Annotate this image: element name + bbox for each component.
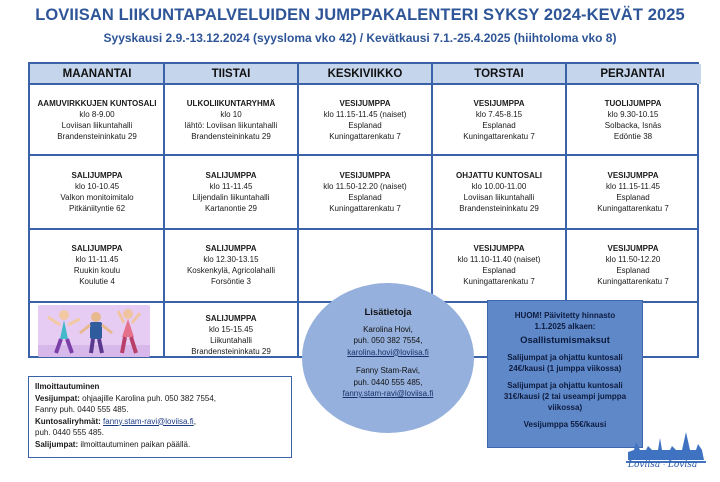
contact-info-circle — [302, 283, 474, 433]
page-subtitle: Syyskausi 2.9.-13.12.2024 (syysloma vko 42) / Kevätkausi 7.1.-25.4.2025 (hiihtoloma vko 8) — [103, 31, 617, 45]
class-address: Brandensteininkatu 29 — [57, 132, 137, 141]
day-header-tuesday: TIISTAI — [164, 64, 298, 84]
class-cell-thursday — [432, 230, 566, 301]
contact2-name: Fanny Stam-Ravi, — [355, 366, 421, 375]
price-notice-line1: HUOM! Päivitetty hinnasto — [514, 311, 616, 320]
class-time: klo 11.15-11.45 (naiset) — [323, 110, 407, 119]
class-place: Esplanad — [348, 121, 382, 130]
day-header-friday: PERJANTAI — [566, 64, 699, 84]
class-name: VESIJUMPPA — [607, 171, 659, 180]
class-cell-tuesday — [164, 303, 298, 358]
day-header-wednesday: KESKIVIIKKO — [298, 64, 432, 84]
class-cell-friday — [566, 156, 700, 228]
class-address: Kuningattarenkatu 7 — [329, 204, 401, 213]
contact1-name: Karolina Hovi, — [363, 324, 413, 334]
exercise-illustration — [38, 305, 150, 357]
class-place: Loviisan liikuntahalli — [61, 121, 133, 130]
logo-text-sv: Lovisa — [667, 460, 698, 470]
price-item2-line2: 31€/kausi (2 tai useampi jumppa — [503, 392, 627, 401]
class-time: klo 12.30-13.15 — [203, 255, 259, 264]
class-name: AAMUVIRKKUJEN KUNTOSALI — [37, 99, 157, 108]
class-place: Esplanad — [482, 121, 516, 130]
class-place: Liikuntahalli — [210, 336, 252, 345]
class-name: VESIJUMPPA — [339, 171, 391, 180]
class-address: Edöntie 38 — [613, 132, 653, 141]
class-name: OHJATTU KUNTOSALI — [456, 171, 542, 180]
contact1-phone: puh. 050 382 7554, — [353, 336, 423, 345]
price-heading: Osallistumismaksut — [520, 335, 610, 346]
class-time: klo 11-11.45 — [75, 255, 119, 264]
class-time: klo 15-15.45 — [208, 325, 254, 334]
registration-heading: Ilmoittautuminen — [35, 382, 100, 391]
price-item3: Vesijumppa 55€/kausi — [523, 420, 607, 429]
contact2-phone: puh. 0440 555 485, — [353, 377, 423, 387]
page-title: LOVIISAN LIIKUNTAPALVELUIDEN JUMPPAKALENTERI SYKSY 2024-KEVÄT 2025 — [35, 6, 685, 24]
class-address: Brandensteininkatu 29 — [459, 204, 539, 213]
class-place: Esplanad — [348, 193, 382, 202]
class-time: klo 9.30-10.15 — [607, 110, 659, 119]
class-time: klo 10-10.45 — [74, 182, 120, 191]
class-address: Forsöntie 3 — [210, 277, 252, 286]
class-place: Solbacka, Isnäs — [604, 121, 662, 130]
class-cell-tuesday — [164, 85, 298, 154]
class-time: klo 11-11.45 — [209, 182, 253, 191]
class-place: Loviisan liikuntahalli — [463, 193, 535, 202]
price-item1-line2: 24€/kausi (1 jumppa viikossa) — [508, 364, 622, 373]
class-place: Liljendalin liikuntahalli — [192, 193, 270, 202]
class-place: Esplanad — [482, 266, 516, 275]
class-address: Kartanontie 29 — [204, 204, 258, 213]
price-list-box — [487, 300, 643, 448]
logo-text-fi: Loviisa — [628, 460, 661, 470]
class-cell-thursday — [432, 85, 566, 154]
day-header-monday: MAANANTAI — [30, 64, 164, 84]
class-time: klo 11.50-12.20 (naiset) — [323, 182, 407, 191]
class-time: klo 7.45-8.15 — [475, 110, 523, 119]
class-name: ULKOLIIKUNTARYHMÄ — [186, 99, 276, 108]
class-place: Valkon monitoimitalo — [60, 193, 134, 202]
class-cell-friday — [566, 230, 700, 301]
gym-text2: puh. 0440 555 485. — [35, 428, 104, 437]
class-cell-friday — [566, 85, 700, 154]
day-header-thursday: TORSTAI — [432, 64, 566, 84]
class-address: Kuningattarenkatu 7 — [463, 277, 535, 286]
class-place: Koskenkylä, Agricolahalli — [186, 266, 276, 275]
class-cell-thursday — [432, 156, 566, 228]
class-place: Ruukin koulu — [73, 266, 121, 275]
class-name: SALIJUMPPA — [205, 244, 257, 253]
class-cell-monday — [30, 85, 164, 154]
class-time: klo 10.00-11.00 — [471, 182, 527, 191]
gym-email-link[interactable]: fanny.stam-ravi@loviisa.fi — [103, 416, 194, 426]
class-cell-monday — [30, 230, 164, 301]
class-time: klo 11.10-11.40 (naiset) — [457, 255, 541, 264]
class-name: VESIJUMPPA — [473, 244, 525, 253]
info-title: Lisätietoja — [364, 307, 412, 318]
class-name: SALIJUMPPA — [71, 244, 123, 253]
class-name: SALIJUMPPA — [71, 171, 123, 180]
registration-box: Ilmoittautuminen Vesijumpat: ohjaajille Karolina puh. 050 382 7554, Fanny puh. 0440 555 485. Kuntosaliryhmät: fanny.stam-ravi@loviisa.fi, puh. 0440 555 485. Salijumpat: ilmoittautuminen paikan päällä. — [28, 376, 292, 458]
class-address: Kuningattarenkatu 7 — [329, 132, 401, 141]
class-cell-wednesday — [298, 85, 432, 154]
class-cell-monday — [30, 156, 164, 228]
class-cell-wednesday — [298, 156, 432, 228]
class-address: Kuningattarenkatu 7 — [597, 277, 669, 286]
class-address: Brandensteininkatu 29 — [191, 132, 271, 141]
class-cell-tuesday — [164, 156, 298, 228]
class-time: klo 10 — [220, 110, 242, 119]
class-name: VESIJUMPPA — [607, 244, 659, 253]
class-time: klo 11.15-11.45 — [606, 182, 660, 191]
class-name: VESIJUMPPA — [473, 99, 525, 108]
logo-text: Loviisa · Lovisa — [628, 460, 698, 470]
hall-text: ilmoittautuminen paikan päällä. — [78, 439, 191, 449]
water-label: Vesijumpat: — [35, 393, 80, 403]
class-place: Esplanad — [616, 193, 650, 202]
contact2-email-link[interactable]: fanny.stam-ravi@loviisa.fi — [342, 389, 434, 398]
class-address: Kuningattarenkatu 7 — [597, 204, 669, 213]
price-notice-line2: 1.1.2025 alkaen: — [534, 322, 596, 331]
class-address: Brandensteininkatu 29 — [191, 347, 271, 356]
water-text2: Fanny puh. 0440 555 485. — [35, 405, 129, 414]
gym-label: Kuntosaliryhmät: — [35, 416, 101, 426]
class-time: klo 8-9.00 — [79, 110, 115, 119]
class-cell-tuesday — [164, 230, 298, 301]
price-item2-line3: viikossa) — [547, 403, 583, 412]
class-address: Pitkäniityntie 62 — [68, 204, 126, 213]
class-name: VESIJUMPPA — [339, 99, 391, 108]
price-item1-line1: Salijumpat ja ohjattu kuntosali — [507, 353, 623, 362]
class-name: TUOLIJUMPPA — [604, 99, 662, 108]
contact1-email-link[interactable]: karolina.hovi@loviisa.fi — [347, 347, 429, 357]
class-place: lähtö: Loviisan liikuntahalli — [184, 121, 278, 130]
hall-label: Salijumpat: — [35, 439, 79, 449]
class-time: klo 11.50-12.20 — [605, 255, 661, 264]
class-address: Koulutie 4 — [79, 277, 115, 286]
water-text: ohjaajille Karolina puh. 050 382 7554, — [79, 393, 217, 403]
price-item2-line1: Salijumpat ja ohjattu kuntosali — [507, 381, 623, 390]
class-name: SALIJUMPPA — [205, 314, 257, 323]
class-address: Kuningattarenkatu 7 — [463, 132, 535, 141]
class-name: SALIJUMPPA — [205, 171, 257, 180]
class-place: Esplanad — [616, 266, 650, 275]
